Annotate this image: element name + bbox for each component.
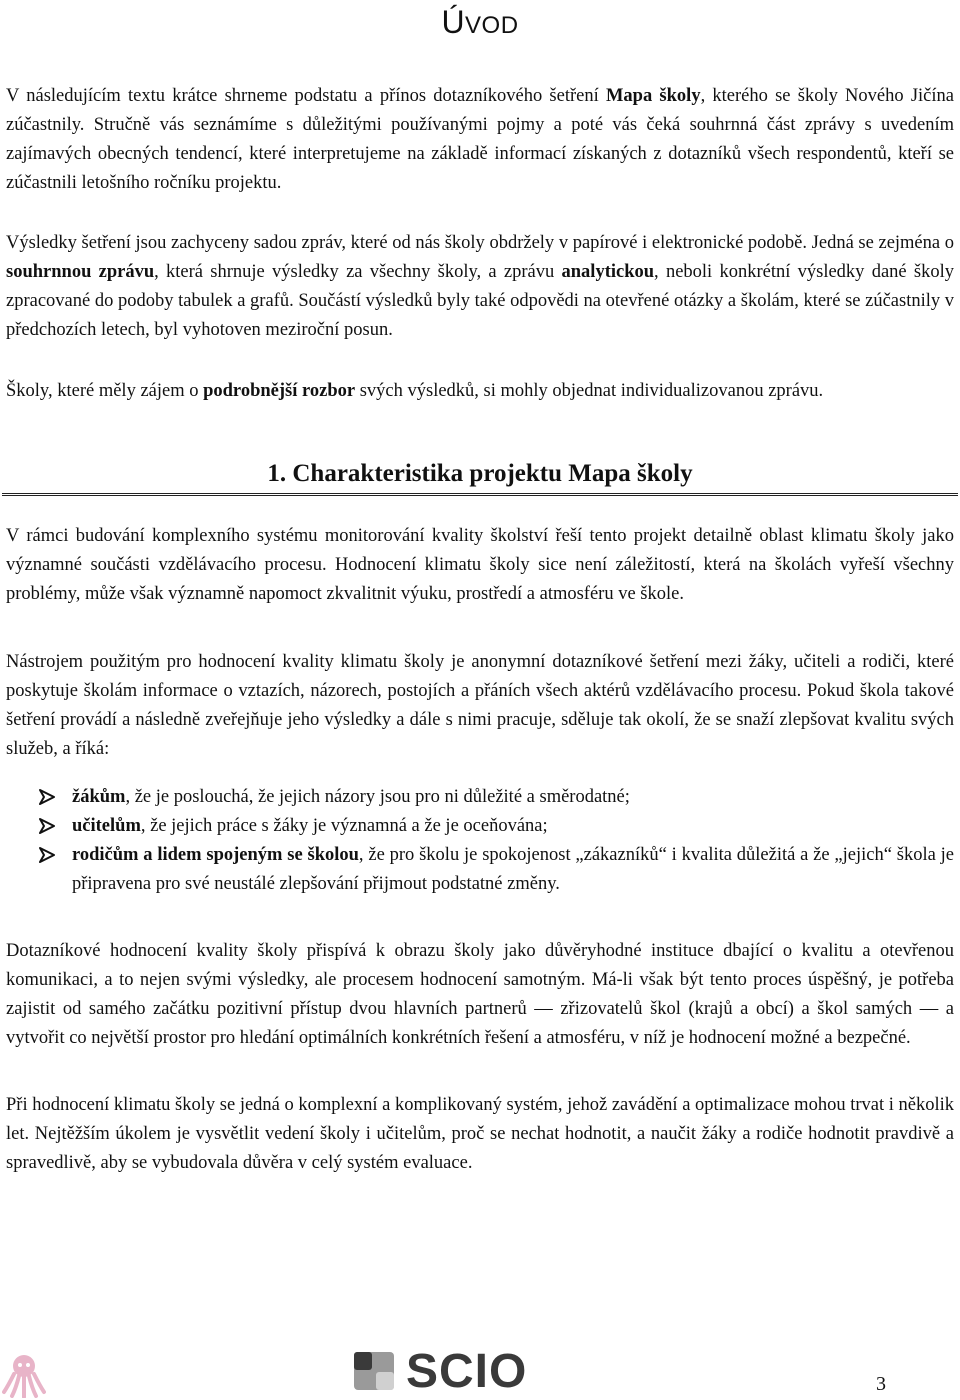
octopus-mascot-icon [2, 1352, 46, 1398]
intro-1-text-a: V následujícím textu krátce shrneme podstatu a přínos dotazníkového šetření [6, 86, 606, 106]
list-item [6, 783, 954, 812]
intro-2-text-d: , neboli konkrétní výsledky dané školy zpracované do podoby tabulek a grafů. Součástí výsledků byly také odpovědi na otevřené otázky a školám, které se zúčastnily v předchozích letech, byl vyhotoven meziroční posun. [6, 262, 954, 340]
intro-1-text-c: , kterého se školy Nového Jičína zúčastnily. Stručně vás seznámíme s důležitými používanými pojmy a poté vás čeká souhrnná část zprávy s uvedením zajímavých obecných tendencí, které interpretujeme na základě informací získaných z dotazníků všech respondentů, kteří se zúčastnili letošního ročníku projektu. [6, 86, 954, 193]
section-heading: 1. Charakteristika projektu Mapa školy [267, 460, 693, 487]
body-paragraph-1: V rámci budování komplexního systému monitorování kvality školství řeší tento projekt detailně oblast klimatu školy jako významné součásti vzdělávacího procesu. Hodnocení klimatu školy sice není záležitostí, která na školách vyřeší všechny problémy, může však významně napomoct zkvalitnit výuku, prostředí a atmosféru ve škole. [6, 526, 954, 604]
intro-paragraph-3 [6, 377, 954, 406]
intro-3-bold-detail: podrobnější rozbor [203, 381, 356, 401]
bullet-3-bold: rodičům a lidem spojeným se školou [72, 845, 359, 865]
intro-2-text-c: , která shrnuje výsledky za všechny školy, a zprávu [154, 262, 562, 282]
bullet-2-bold: učitelům [72, 816, 141, 836]
intro-2-bold-analytic: analytickou [561, 262, 655, 282]
page-number: 3 [876, 1373, 886, 1395]
bullet-list [6, 783, 954, 899]
intro-paragraph-1 [6, 82, 954, 198]
bullet-1-text: , že je poslouchá, že jejich názory jsou pro ni důležité a směrodatné; [125, 787, 630, 807]
intro-1-bold-project: Mapa školy [605, 86, 701, 106]
intro-2-text-a: Výsledky šetření jsou zachyceny sadou zpráv, které od nás školy obdržely v papírové i elektronické podobě. Jedná se zejména o [6, 233, 954, 253]
arrow-bullet-icon [38, 817, 56, 835]
bullet-3-text: , že pro školu je spokojenost „zákazníků“ i kvalita důležitá a že „jejich“ škola je připravena pro své neustálé zlepšování přijmout podstatné změny. [72, 845, 954, 894]
intro-paragraph-2 [6, 229, 954, 345]
list-item [6, 812, 954, 841]
arrow-bullet-icon [38, 788, 56, 806]
intro-2-bold-summary: souhrnnou zprávu [6, 262, 155, 282]
page-title [0, 2, 960, 46]
arrow-bullet-icon [38, 846, 56, 864]
title-initial: Ú [441, 4, 466, 40]
bullet-2-text: , že jejich práce s žáky je významná a že je oceňována; [140, 816, 548, 836]
closing-paragraph-1: Dotazníkové hodnocení kvality školy přispívá k obrazu školy jako důvěryhodné instituce dbající o kvalitu a otevřenou komunikaci, a to nejen svými výsledky, ale procesem hodnocení samotným. Má-li však být tento proces úspěšný, je potřeba zajistit od samého začátku pozitivní přístup dvou hlavních partnerů — zřizovatelů škol (krajů a obcí) a škol samých — a vytvořit co největší prostor pro hledání optimálních konkrétních řešení a atmosféru, v níž je hodnocení možné a bezpečné. [6, 941, 954, 1048]
intro-3-text-c: svých výsledků, si mohly objednat individualizovanou zprávu. [355, 381, 824, 401]
heading-divider [2, 493, 958, 496]
closing-paragraph-2: Při hodnocení klimatu školy se jedná o komplexní a komplikovaný systém, jehož zavádění a optimalizace mohou trvat i několik let. Nejtěžším úkolem je vysvětlit vedení školy i učitelům, proč se nechat hodnotit, a naučit žáky a rodiče hodnotit pravdivě a spravedlivě, aby se vybudovala důvěra v celý systém evaluace. [6, 1095, 954, 1173]
title-rest: VOD [465, 12, 519, 39]
list-item [6, 841, 954, 899]
scio-logo-text: SCIO [406, 1345, 528, 1398]
bullet-1-bold: žákům [72, 787, 126, 807]
intro-3-text-a: Školy, které měly zájem o [6, 381, 204, 401]
body-paragraph-2: Nástrojem použitým pro hodnocení kvality klimatu školy je anonymní dotazníkové šetření mezi žáky, učiteli a rodiči, které poskytuje školám informace o vztazích, názorech, postojích a přáních všech aktérů vzdělávacího procesu. Pokud škola takové šetření provádí a následně zveřejňuje jeho výsledky a dále s nimi pracuje, sděluje tak okolí, že se snaží zlepšovat kvalitu svých služeb, a říká: [6, 652, 954, 759]
